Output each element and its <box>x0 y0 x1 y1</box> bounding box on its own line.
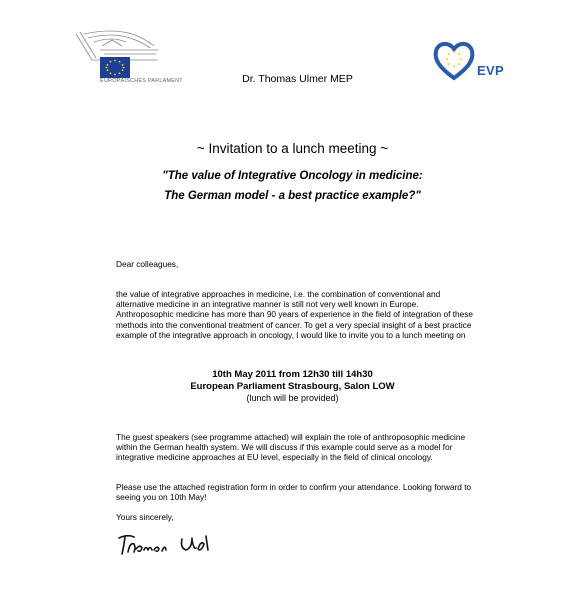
handwritten-signature <box>116 530 231 562</box>
closing: Yours sincerely, <box>116 512 174 522</box>
document-title: ~ Invitation to a lunch meeting ~ <box>196 141 389 156</box>
event-note: (lunch will be provided) <box>246 393 339 403</box>
event-location: European Parliament Strasbourg, Salon LOW <box>190 381 395 392</box>
subtitle-line-1: "The value of Integrative Oncology in medicine: <box>162 170 423 182</box>
subtitle-line-2: The German model - a best practice example?" <box>164 190 421 202</box>
paragraph-registration: Please use the attached registration form in order to confirm your attendance. Looking forward to seeing you on 10th May! <box>116 482 472 503</box>
european-parliament-logo-text: EUROPÄISCHES PARLAMENT <box>100 78 183 84</box>
paragraph-speakers: The guest speakers (see programme attached) will explain the role of anthroposophic medicine within the German health system. We will discuss if this example could serve as a model for integrative medicine approaches at EU level, especially in the field of clinical oncology. <box>116 432 466 463</box>
event-date-time: 10th May 2011 from 12h30 till 14h30 <box>212 369 373 380</box>
paragraph-intro: the value of integrative approaches in medicine, i.e. the combination of conventional and alternative medicine in an integrative manner is still not very well known in Europe. Anthroposophic medicine has more than 90 years of experience in the field of integration of these methods into the conventional treatment of cancer. To get a very special insight of a best practice example of the integrative approach in oncology, I would like to invite you to a lunch meeting on <box>116 289 473 340</box>
evp-logo-text: EVP <box>477 63 504 78</box>
greeting: Dear colleagues, <box>116 259 179 269</box>
author-name: Dr. Thomas Ulmer MEP <box>242 73 353 85</box>
